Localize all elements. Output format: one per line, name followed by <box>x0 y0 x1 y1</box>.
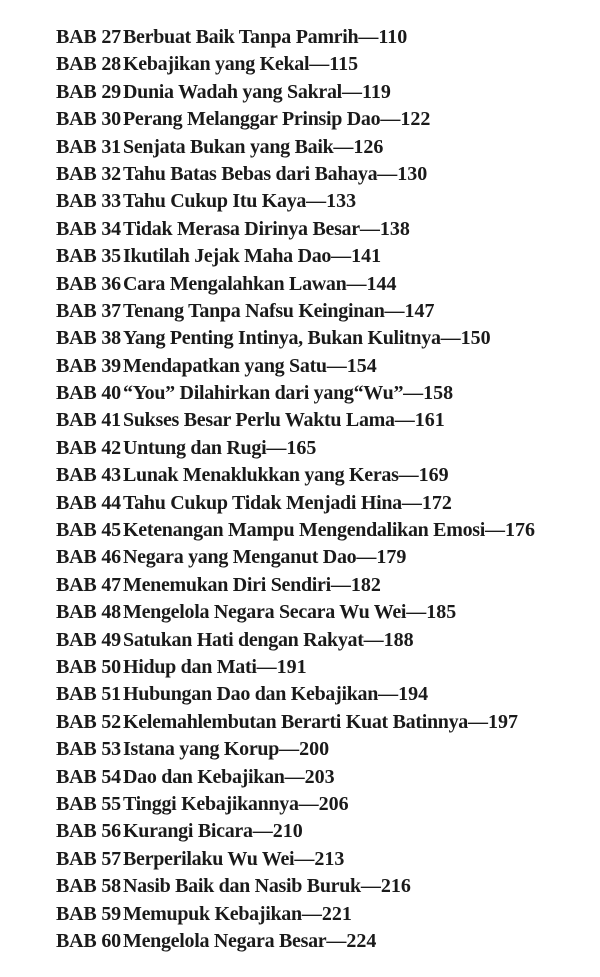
page-number: 194 <box>398 683 429 706</box>
em-dash-separator: — <box>294 847 315 870</box>
toc-entry <box>56 53 596 80</box>
chapter-number: BAB 49 <box>56 628 121 651</box>
page-number: 188 <box>383 628 414 651</box>
em-dash-separator: — <box>298 792 319 815</box>
toc-entry <box>56 601 596 628</box>
toc-entry <box>56 190 596 217</box>
toc-entry <box>56 245 596 272</box>
chapter-title: Kurangi Bicara <box>123 820 253 843</box>
page-number: 169 <box>418 464 449 487</box>
chapter-title: Tinggi Kebajikannya <box>123 792 299 815</box>
page-number: 185 <box>426 601 457 624</box>
toc-entry <box>56 218 596 245</box>
chapter-number: BAB 35 <box>56 245 121 268</box>
chapter-number: BAB 28 <box>56 53 121 76</box>
toc-entry <box>56 656 596 683</box>
toc-entry <box>56 136 596 163</box>
chapter-number: BAB 52 <box>56 710 121 733</box>
chapter-number: BAB 27 <box>56 26 121 48</box>
chapter-number: BAB 59 <box>56 902 121 925</box>
chapter-number: BAB 56 <box>56 820 121 843</box>
chapter-title: Menemukan Diri Sendiri <box>123 573 331 596</box>
chapter-title: Hidup dan Mati <box>123 655 257 678</box>
chapter-title: Mengelola Negara Secara Wu Wei <box>123 601 407 624</box>
chapter-number: BAB 29 <box>56 80 121 103</box>
em-dash-separator: — <box>358 26 379 48</box>
chapter-number: BAB 48 <box>56 601 121 624</box>
toc-entry <box>56 355 596 382</box>
chapter-number: BAB 55 <box>56 792 121 815</box>
chapter-number: BAB 53 <box>56 738 121 761</box>
chapter-title: Lunak Menaklukkan yang Keras <box>123 464 399 487</box>
toc-entry <box>56 519 596 546</box>
toc-entry <box>56 848 596 875</box>
page-number: 161 <box>414 409 445 432</box>
em-dash-separator: — <box>403 382 424 405</box>
toc-entry <box>56 875 596 902</box>
chapter-title: Mengelola Negara Besar <box>123 929 327 952</box>
page-number: 110 <box>378 26 408 48</box>
toc-entry <box>56 273 596 300</box>
page-number: 150 <box>460 327 491 350</box>
chapter-title: Mendapatkan yang Satu <box>123 354 327 377</box>
toc-entry <box>56 464 596 491</box>
em-dash-separator: — <box>468 710 489 733</box>
toc-entry <box>56 793 596 820</box>
toc-entry <box>56 711 596 738</box>
chapter-title: Hubungan Dao dan Kebajikan <box>123 683 379 706</box>
chapter-title: Tidak Merasa Dirinya Besar <box>123 217 360 240</box>
chapter-number: BAB 32 <box>56 162 121 185</box>
toc-entry <box>56 300 596 327</box>
page-number: 224 <box>346 929 377 952</box>
em-dash-separator: — <box>301 902 322 925</box>
em-dash-separator: — <box>377 162 398 185</box>
chapter-number: BAB 40 <box>56 382 121 405</box>
em-dash-separator: — <box>306 190 327 213</box>
page-number: 141 <box>351 245 382 268</box>
chapter-number: BAB 43 <box>56 464 121 487</box>
toc-entry <box>56 903 596 930</box>
table-of-contents <box>56 26 596 957</box>
toc-entry <box>56 683 596 710</box>
toc-entry <box>56 574 596 601</box>
page-number: 216 <box>380 875 411 898</box>
em-dash-separator: — <box>326 354 347 377</box>
em-dash-separator: — <box>394 409 415 432</box>
chapter-title: “You” Dilahirkan dari yang“Wu” <box>123 382 404 405</box>
chapter-title: Nasib Baik dan Nasib Buruk <box>123 875 361 898</box>
em-dash-separator: — <box>363 628 384 651</box>
em-dash-separator: — <box>341 80 362 103</box>
chapter-title: Tenang Tanpa Nafsu Keinginan <box>123 299 385 322</box>
toc-entry <box>56 930 596 957</box>
chapter-number: BAB 31 <box>56 135 121 158</box>
toc-entry <box>56 766 596 793</box>
em-dash-separator: — <box>326 929 347 952</box>
chapter-number: BAB 60 <box>56 929 121 952</box>
chapter-title: Ketenangan Mampu Mengendalikan Emosi <box>123 519 486 542</box>
toc-entry <box>56 409 596 436</box>
chapter-number: BAB 54 <box>56 765 121 788</box>
page-number: 158 <box>423 382 454 405</box>
chapter-number: BAB 57 <box>56 847 121 870</box>
chapter-number: BAB 51 <box>56 683 121 706</box>
toc-entry <box>56 546 596 573</box>
chapter-title: Untung dan Rugi <box>123 436 267 459</box>
page-number: 200 <box>299 738 330 761</box>
em-dash-separator: — <box>406 601 427 624</box>
em-dash-separator: — <box>330 573 351 596</box>
page-number: 130 <box>397 162 428 185</box>
em-dash-separator: — <box>266 436 287 459</box>
chapter-title: Cara Mengalahkan Lawan <box>123 272 347 295</box>
toc-entry <box>56 437 596 464</box>
chapter-number: BAB 37 <box>56 299 121 322</box>
chapter-title: Memupuk Kebajikan <box>123 902 302 925</box>
page-number: 138 <box>379 217 410 240</box>
em-dash-separator: — <box>356 546 377 569</box>
chapter-number: BAB 38 <box>56 327 121 350</box>
chapter-title: Senjata Bukan yang Baik <box>123 135 334 158</box>
page-number: 119 <box>361 80 391 103</box>
chapter-number: BAB 39 <box>56 354 121 377</box>
toc-entry <box>56 163 596 190</box>
em-dash-separator: — <box>279 738 300 761</box>
page-number: 144 <box>366 272 397 295</box>
em-dash-separator: — <box>346 272 367 295</box>
em-dash-separator: — <box>333 135 354 158</box>
chapter-number: BAB 58 <box>56 875 121 898</box>
chapter-number: BAB 44 <box>56 491 121 514</box>
chapter-title: Berperilaku Wu Wei <box>123 847 295 870</box>
em-dash-separator: — <box>284 765 305 788</box>
toc-entry <box>56 629 596 656</box>
chapter-title: Istana yang Korup <box>123 738 280 761</box>
chapter-title: Satukan Hati dengan Rakyat <box>123 628 364 651</box>
em-dash-separator: — <box>309 53 330 76</box>
chapter-title: Berbuat Baik Tanpa Pamrih <box>123 26 359 48</box>
chapter-number: BAB 45 <box>56 519 121 542</box>
page-number: 210 <box>272 820 303 843</box>
em-dash-separator: — <box>331 245 352 268</box>
page-number: 165 <box>286 436 317 459</box>
page-number: 213 <box>314 847 345 870</box>
page-number: 133 <box>326 190 357 213</box>
em-dash-separator: — <box>360 875 381 898</box>
chapter-title: Negara yang Menganut Dao <box>123 546 357 569</box>
chapter-title: Sukses Besar Perlu Waktu Lama <box>123 409 395 432</box>
page-number: 154 <box>346 354 377 377</box>
em-dash-separator: — <box>252 820 273 843</box>
chapter-title: Perang Melanggar Prinsip Dao <box>123 108 381 131</box>
page-number: 172 <box>421 491 452 514</box>
chapter-number: BAB 36 <box>56 272 121 295</box>
page-number: 126 <box>353 135 384 158</box>
em-dash-separator: — <box>359 217 380 240</box>
page-number: 182 <box>350 573 381 596</box>
toc-entry <box>56 327 596 354</box>
em-dash-separator: — <box>378 683 399 706</box>
em-dash-separator: — <box>398 464 419 487</box>
page-number: 115 <box>329 53 359 76</box>
toc-entry <box>56 26 596 53</box>
toc-entry <box>56 81 596 108</box>
chapter-number: BAB 42 <box>56 436 121 459</box>
page-number: 197 <box>488 710 519 733</box>
toc-entry <box>56 108 596 135</box>
chapter-title: Yang Penting Intinya, Bukan Kulitnya <box>123 327 441 350</box>
page-number: 179 <box>376 546 407 569</box>
chapter-number: BAB 34 <box>56 217 121 240</box>
chapter-number: BAB 46 <box>56 546 121 569</box>
page-number: 122 <box>400 108 431 131</box>
chapter-title: Tahu Batas Bebas dari Bahaya <box>123 162 378 185</box>
chapter-number: BAB 47 <box>56 573 121 596</box>
toc-entry <box>56 820 596 847</box>
toc-entry <box>56 492 596 519</box>
chapter-title: Tahu Cukup Tidak Menjadi Hina <box>123 491 402 514</box>
em-dash-separator: — <box>440 327 461 350</box>
chapter-title: Dao dan Kebajikan <box>123 765 285 788</box>
chapter-number: BAB 30 <box>56 108 121 131</box>
chapter-title: Ikutilah Jejak Maha Dao <box>123 245 332 268</box>
chapter-title: Tahu Cukup Itu Kaya <box>123 190 307 213</box>
chapter-title: Dunia Wadah yang Sakral <box>123 80 342 103</box>
chapter-title: Kelemahlembutan Berarti Kuat Batinnya <box>123 710 469 733</box>
chapter-number: BAB 41 <box>56 409 121 432</box>
page-number: 147 <box>404 299 435 322</box>
page-number: 221 <box>321 902 352 925</box>
em-dash-separator: — <box>485 519 506 542</box>
page-number: 206 <box>318 792 349 815</box>
toc-entry <box>56 382 596 409</box>
em-dash-separator: — <box>380 108 401 131</box>
em-dash-separator: — <box>256 655 277 678</box>
chapter-title: Kebajikan yang Kekal <box>123 53 310 76</box>
toc-entry <box>56 738 596 765</box>
page-number: 191 <box>276 655 307 678</box>
chapter-number: BAB 33 <box>56 190 121 213</box>
em-dash-separator: — <box>384 299 405 322</box>
page-number: 203 <box>304 765 335 788</box>
page-number: 176 <box>505 519 536 542</box>
chapter-number: BAB 50 <box>56 655 121 678</box>
em-dash-separator: — <box>401 491 422 514</box>
